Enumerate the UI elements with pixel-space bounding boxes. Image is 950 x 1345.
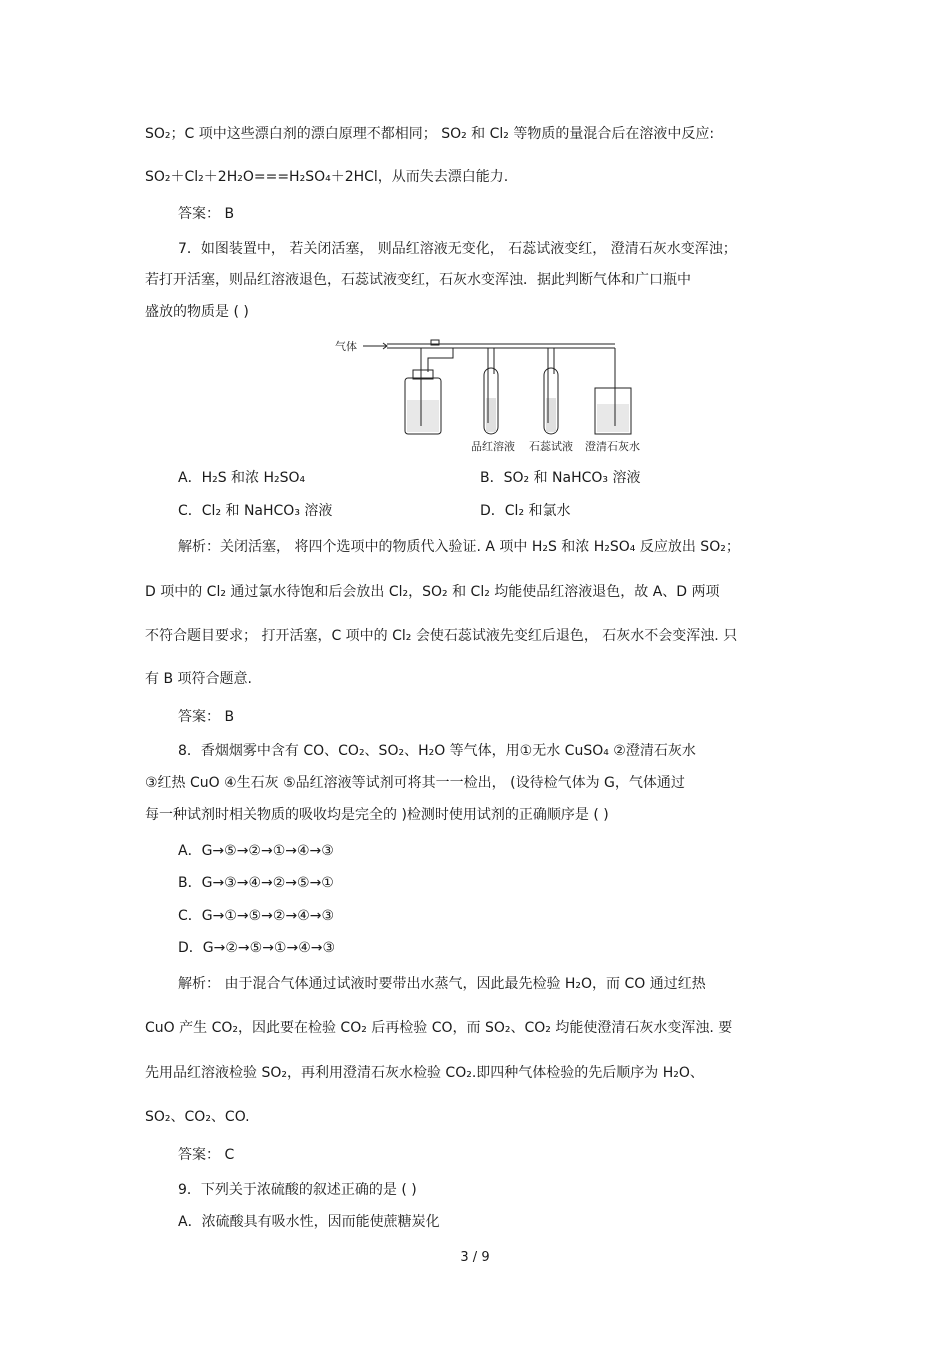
explanation-line: 有 B 项符合题意. — [145, 671, 252, 687]
diagram-label: 品红溶液 — [471, 440, 515, 453]
question-9-line: 9．下列关于浓硫酸的叙述正确的是 ( ) — [178, 1182, 417, 1198]
explanation-line: 先用品红溶液检验 SO₂，再利用澄清石灰水检验 CO₂.即四种气体检验的先后顺序为 H₂O、 — [145, 1065, 704, 1081]
text-line: SO₂；C 项中这些漂白剂的漂白原理不都相同； SO₂ 和 Cl₂ 等物质的量混合后在溶液中反应: — [145, 126, 715, 142]
explanation-line: CuO 产生 CO₂，因此要在检验 CO₂ 后再检验 CO，而 SO₂、CO₂ 均能使澄清石灰水变浑浊. 要 — [145, 1020, 733, 1036]
option-a: A．浓硫酸具有吸水性，因而能使蔗糖炭化 — [178, 1214, 440, 1230]
option-a: A．G→⑤→②→①→④→③ — [178, 843, 334, 859]
question-7-line: 若打开活塞，则品红溶液退色，石蕊试液变红，石灰水变浑浊．据此判断气体和广口瓶中 — [145, 272, 691, 288]
question-8-line: 每一种试剂时相关物质的吸收均是完全的 )检测时使用试剂的正确顺序是 ( ) — [145, 807, 609, 823]
text-line: SO₂＋Cl₂＋2H₂O===H₂SO₄＋2HCl，从而失去漂白能力. — [145, 169, 509, 185]
question-8-line: ③红热 CuO ④生石灰 ⑤品红溶液等试剂可将其一一检出， (设待检气体为 G，气体通过 — [145, 775, 685, 791]
question-7-line: 7．如图装置中， 若关闭活塞， 则品红溶液无变化， 石蕊试液变红， 澄清石灰水变浑浊； — [178, 241, 737, 257]
gas-label: 气体 — [335, 340, 357, 353]
answer-line: 答案： C — [178, 1147, 235, 1163]
question-7-line: 盛放的物质是 ( ) — [145, 304, 249, 320]
explanation-line: 不符合题目要求； 打开活塞，C 项中的 Cl₂ 会使石蕊试液先变红后退色， 石灰水不会变浑浊. 只 — [145, 628, 738, 644]
diagram-label: 澄清石灰水 — [585, 440, 640, 453]
option-d: D．G→②→⑤→①→④→③ — [178, 940, 336, 956]
answer-line: 答案： B — [178, 206, 235, 222]
explanation-line: 解析： 由于混合气体通过试液时要带出水蒸气，因此最先检验 H₂O，而 CO 通过红热 — [178, 976, 706, 992]
option-b: B．SO₂ 和 NaHCO₃ 溶液 — [480, 470, 641, 486]
option-b: B．G→③→④→②→⑤→① — [178, 875, 334, 891]
option-d: D．Cl₂ 和氯水 — [480, 503, 571, 519]
option-c: C．G→①→⑤→②→④→③ — [178, 908, 335, 924]
apparatus-diagram — [335, 338, 675, 458]
page-number: 3 / 9 — [460, 1250, 490, 1265]
explanation-line: 解析：关闭活塞， 将四个选项中的物质代入验证. A 项中 H₂S 和浓 H₂SO₄ 反应放出 SO₂； — [178, 539, 740, 555]
option-a: A．H₂S 和浓 H₂SO₄ — [178, 470, 306, 486]
explanation-line: D 项中的 Cl₂ 通过氯水待饱和后会放出 Cl₂，SO₂ 和 Cl₂ 均能使品红溶液退色，故 A、D 两项 — [145, 584, 720, 600]
question-8-line: 8．香烟烟雾中含有 CO、CO₂、SO₂、H₂O 等气体，用①无水 CuSO₄ ②澄清石灰水 — [178, 743, 696, 759]
answer-line: 答案： B — [178, 709, 235, 725]
explanation-line: SO₂、CO₂、CO. — [145, 1109, 250, 1125]
option-c: C．Cl₂ 和 NaHCO₃ 溶液 — [178, 503, 333, 519]
diagram-label: 石蕊试液 — [529, 440, 573, 453]
